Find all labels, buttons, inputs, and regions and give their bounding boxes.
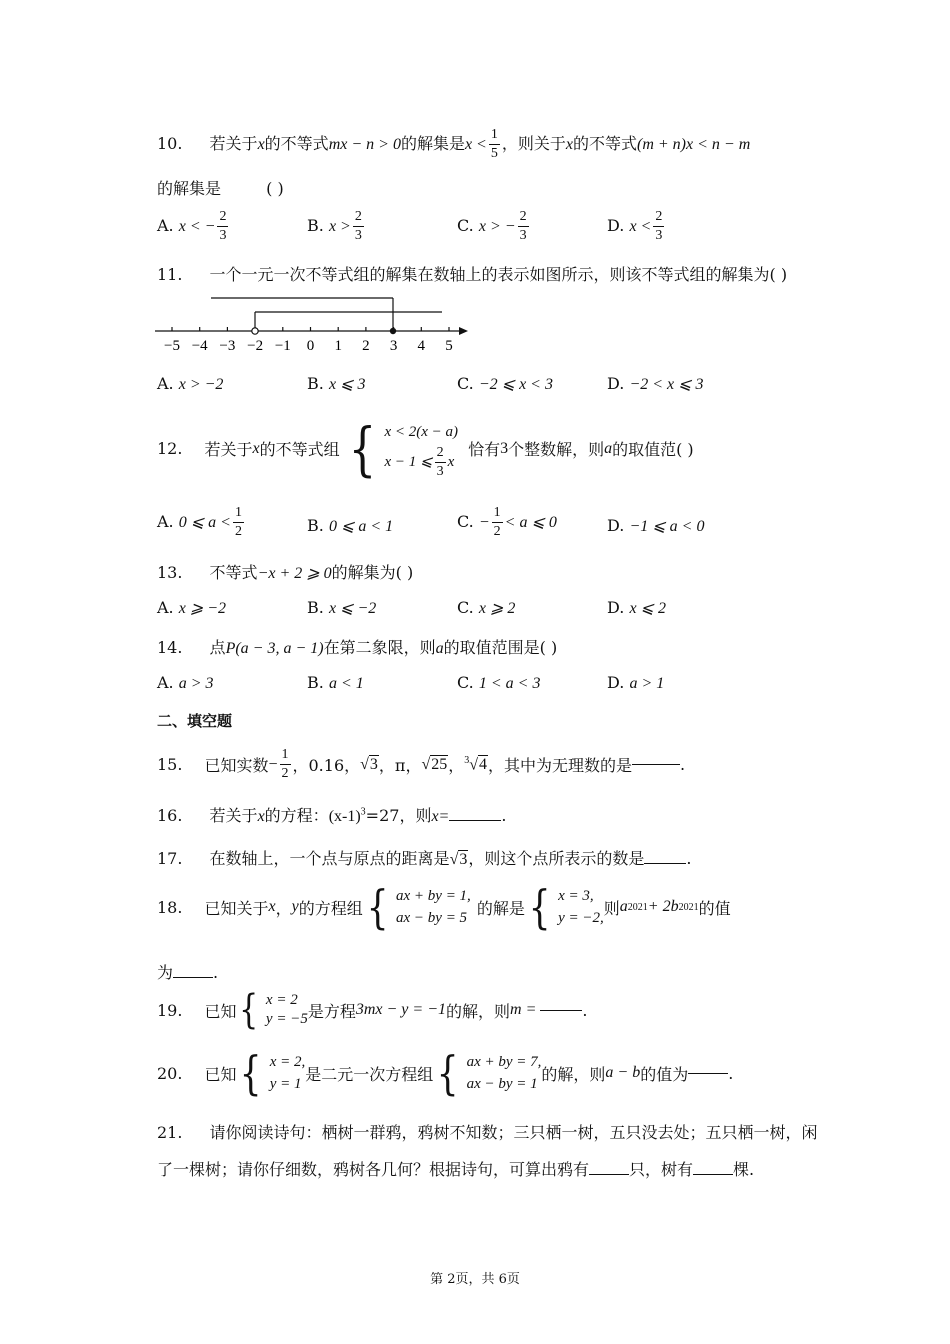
text: 点	[209, 638, 226, 657]
question-11	[157, 262, 787, 285]
axis-tick-label: 5	[445, 338, 453, 354]
page-footer: 第 2页，共 6页	[430, 1272, 520, 1287]
choice-b: B. x > $\frac{2}{3}$	[307, 209, 362, 243]
choice-d: D. a > 1	[607, 673, 665, 692]
var: x	[257, 136, 265, 153]
choice-b: B. 0 ⩽ a < 1	[307, 516, 394, 535]
text: 的解集为( )	[331, 563, 414, 582]
text: 的不等式	[572, 134, 637, 153]
choice-b: B. a < 1	[307, 673, 364, 692]
question-number: 18.	[157, 897, 183, 917]
choice-c: C. −2 ⩽ x < 3	[457, 374, 553, 393]
choice-b: B. x ⩽ 3	[307, 374, 366, 393]
choice-d: D. −2 < x ⩽ 3	[607, 374, 704, 393]
axis-tick-label: −5	[164, 338, 180, 354]
text: 已知实数	[204, 756, 269, 775]
text: 请你阅读诗句：栖树一群鸦，鸦树不知数；三只栖一树，五只没去处；五只栖一树，闲	[209, 1123, 818, 1142]
number: 3	[500, 439, 509, 457]
question-number: 14.	[157, 638, 183, 657]
closed-point-3	[390, 328, 396, 334]
choice-a: A. x < − $\frac{2}{3}$	[157, 209, 227, 243]
choice-c: C. − $\frac{1}{2}$ < a ⩽ 0	[457, 505, 557, 539]
number-line-figure	[150, 290, 480, 360]
question-21	[157, 1120, 818, 1143]
choice-c: C. x > − $\frac{2}{3}$	[457, 209, 527, 243]
answer-blank[interactable]	[540, 1010, 582, 1011]
math: x <	[464, 136, 487, 153]
axis-tick-label: −3	[219, 338, 236, 354]
question-number: 20.	[157, 1063, 183, 1083]
question-16: 16. 若关于x的方程：$(x-1)^3=27$，则x= .	[157, 806, 507, 825]
axis-tick-label: −4	[191, 338, 208, 354]
text: 的解集是	[400, 134, 465, 153]
question-19: 19. 已知 { x = 2 y = −5 是方程 3mx − y = −1 的解，则 m = .	[157, 987, 588, 1033]
math: −x + 2 ⩾ 0	[257, 565, 332, 582]
question-21-line2: 了一棵树；请你仔细数，鸦树各几何？根据诗句，可算出鸦有 只，树有 棵.	[157, 1160, 755, 1179]
choice-a: A. x > −2	[157, 374, 224, 393]
answer-blank[interactable]	[688, 1073, 728, 1074]
var: a	[604, 439, 613, 457]
question-number: 15.	[157, 755, 183, 774]
inequality-system: { x < 2(x − a) x − 1 ⩽ $\frac{2}{3}$ x	[348, 414, 459, 483]
text: 一个一元一次不等式组的解集在数轴上的表示如图所示，则该不等式组的解集为( )	[209, 265, 788, 284]
question-number: 17.	[157, 849, 183, 868]
answer-blank[interactable]	[632, 764, 680, 765]
text: 的解集是	[157, 179, 222, 198]
text: ，则关于	[501, 134, 566, 153]
question-number: 10.	[157, 134, 183, 153]
question-number: 11.	[157, 265, 183, 284]
question-10	[157, 128, 750, 161]
axis-tick-label: 4	[417, 338, 426, 354]
text: 的不等式组	[259, 440, 340, 459]
question-15: 15. 已知实数 − $\frac{1}{2}$ ，0.16， √3 ，π， √25 ， $^3$√4 ，其中为无理数的是 .	[157, 747, 686, 781]
answer-blank[interactable]	[173, 977, 213, 978]
section-heading: 二、填空题	[157, 712, 233, 730]
question-12-choices	[157, 506, 857, 546]
equation-system: { ax + by = 7, ax − by = 1	[436, 1046, 542, 1100]
answer-blank-crows[interactable]	[589, 1174, 629, 1175]
math: (m + n)x < n − m	[637, 136, 751, 153]
choice-d: D. x ⩽ 2	[607, 598, 666, 617]
text: 的不等式	[264, 134, 329, 153]
choice-a: A. 0 ⩽ a < $\frac{1}{2}$	[157, 505, 242, 539]
text: 恰有	[468, 440, 501, 459]
fraction: $\frac{1}{5}$	[490, 127, 498, 161]
question-13-choices	[157, 598, 857, 622]
solution-system: { x = 2 y = −5	[239, 987, 308, 1033]
axis-tick-label: −1	[274, 338, 291, 354]
solution-system: { x = 3, y = −2,	[528, 880, 604, 934]
open-point-neg2	[252, 328, 258, 334]
question-10-choices	[157, 210, 857, 250]
solution-system: { x = 2, y = 1	[240, 1046, 306, 1100]
question-14	[157, 635, 557, 658]
text: 的取值范围是( )	[443, 638, 558, 657]
question-number: 16.	[157, 806, 183, 825]
answer-blank[interactable]	[449, 820, 501, 821]
choice-a: A. x ⩾ −2	[157, 598, 227, 617]
axis-tick-label: 2	[362, 338, 370, 354]
text: 个整数解，则	[508, 440, 605, 459]
question-10-line2	[157, 176, 284, 199]
var: x	[252, 439, 260, 457]
axis-tick-label: 3	[389, 338, 398, 354]
choice-a: A. a > 3	[157, 673, 214, 692]
question-number: 21.	[157, 1123, 183, 1142]
math: mx − n > 0	[328, 136, 401, 153]
choice-d: D. x < $\frac{2}{3}$	[607, 209, 663, 243]
question-14-choices	[157, 673, 857, 697]
question-12	[157, 414, 694, 483]
choice-c: C. x ⩾ 2	[457, 598, 516, 617]
text: 不等式	[209, 563, 258, 582]
axis-tick-label: 1	[334, 338, 342, 354]
question-number: 12.	[157, 439, 183, 458]
question-17: 17. 在数轴上，一个点与原点的距离是√3，则这个点所表示的数是 .	[157, 849, 692, 868]
text: 若关于	[209, 134, 258, 153]
choice-c: C. 1 < a < 3	[457, 673, 541, 692]
equation-system: { ax + by = 1, ax − by = 5	[366, 880, 471, 934]
text: 在第二象限，则	[323, 638, 436, 657]
choice-d: D. −1 ⩽ a < 0	[607, 516, 705, 535]
question-number: 19.	[157, 1000, 183, 1020]
text: 的取值范( )	[612, 440, 694, 459]
axis-tick-label: 0	[306, 338, 315, 354]
math: P(a − 3, a − 1)	[225, 640, 324, 657]
question-number: 13.	[157, 563, 183, 582]
question-18-line2: 为 .	[157, 963, 219, 982]
question-18: 18. 已知关于 x ， y 的方程组 { ax + by = 1, ax − by = 5 的解是 { x = 3, y = −2, 则 a 2021 + 2b 2021 的值	[157, 880, 731, 934]
question-11-choices	[157, 374, 857, 398]
axis-arrow	[459, 327, 468, 335]
question-20: 20. 已知 { x = 2, y = 1 是二元一次方程组 { ax + by = 7, ax − by = 1 的解，则 a − b 的值为 .	[157, 1046, 734, 1100]
var: x	[565, 136, 573, 153]
answer-paren: ( )	[266, 179, 284, 198]
text: 若关于	[209, 806, 258, 825]
text: 若关于	[204, 440, 253, 459]
answer-blank[interactable]	[644, 863, 686, 864]
answer-blank-trees[interactable]	[693, 1174, 733, 1175]
question-13	[157, 560, 413, 583]
var: a	[435, 640, 444, 657]
choice-b: B. x ⩽ −2	[307, 598, 377, 617]
text: 在数轴上，一个点与原点的距离是	[209, 849, 450, 868]
axis-tick-label: −2	[247, 338, 264, 354]
